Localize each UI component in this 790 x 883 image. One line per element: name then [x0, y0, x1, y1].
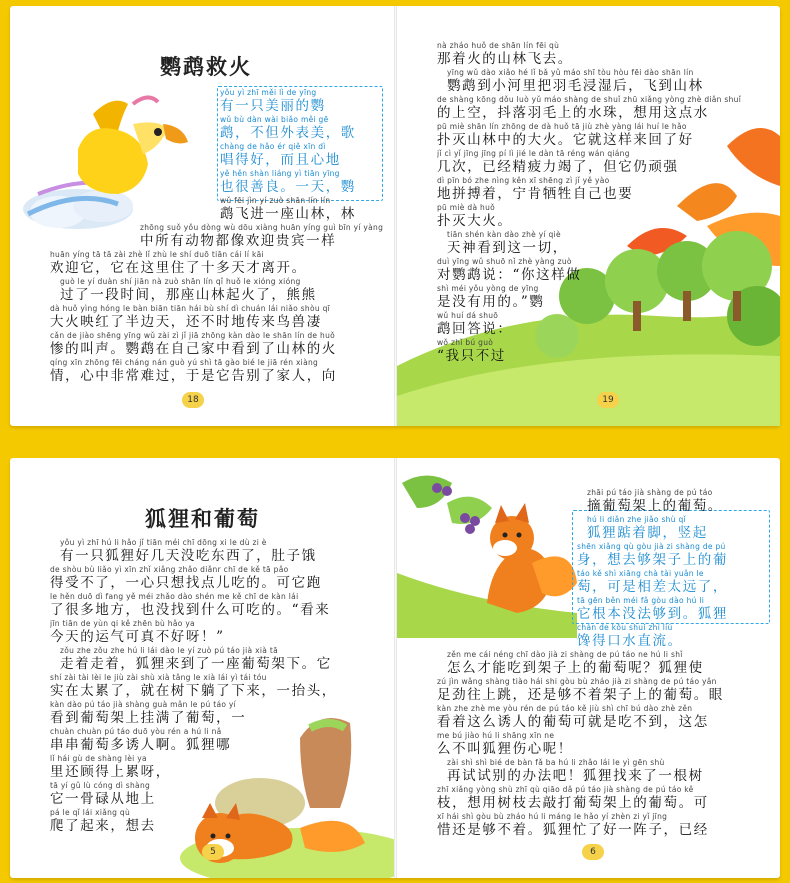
hanzi: 萄，可是相差太远了， [577, 579, 728, 595]
page-18 [10, 6, 394, 426]
text-block-right [437, 41, 777, 365]
text-line [50, 250, 390, 277]
text-line [437, 338, 777, 365]
pinyin: kàn zhe zhè me yòu rén de pú táo kě jiù shì chī bú dào zhè zěn [437, 704, 693, 713]
book-spread-parrot [10, 6, 780, 426]
hanzi: 中所有动物都像欢迎贵宾一样 [140, 233, 337, 249]
text-line [437, 284, 777, 311]
text-line [50, 673, 390, 700]
hanzi: 对鹦鹉说：“你这样做 [437, 267, 582, 283]
text-line [220, 169, 390, 196]
page-number: 5 [202, 844, 224, 860]
pinyin: shí zài tài lèi le jiù zài shù xià tǎng le xià lái yì tái tóu [50, 673, 267, 682]
text-line [50, 565, 390, 592]
text-line [50, 808, 390, 835]
hanzi: 欢迎它，它在这里住了十多天才离开。 [50, 260, 307, 276]
pinyin: tā yí gǔ lù cóng dì shàng [50, 781, 151, 790]
pinyin: de shòu bù liǎo yì xīn zhǐ xiǎng zhǎo diǎnr chī de kě tā pǎo [50, 565, 289, 574]
text-line [437, 731, 777, 758]
hanzi: 情，心中非常难过，于是它告别了家人，向 [50, 368, 337, 384]
hanzi: 它一骨碌从地上 [50, 791, 156, 807]
text-line [50, 592, 390, 619]
pinyin: cǎn de jiào shēng yīng wǔ zài zì jǐ jiā zhōng kàn dào le shān lín de huǒ [50, 331, 336, 340]
text-line [577, 542, 777, 569]
text-line [220, 196, 390, 223]
hanzi: 今天的运气可真不好呀！” [50, 629, 225, 645]
story-title-fox: 狐狸和葡萄 [145, 507, 260, 531]
pinyin: yīng wǔ dào xiǎo hé lǐ bǎ yǔ máo shī tòu hòu fēi dào shān lín [447, 68, 694, 77]
text-line [437, 41, 777, 68]
text-line [437, 704, 777, 731]
hanzi: 扑灭大火。 [437, 213, 513, 229]
pinyin: wǔ huí dá shuō [437, 311, 499, 320]
hanzi: 它根本没法够到。狐狸 [577, 606, 728, 622]
pinyin: zěn me cái néng chī dào jià zi shàng de pú táo ne hú li shǐ [447, 650, 683, 659]
text-line [437, 311, 777, 338]
story-title-parrot: 鹦鹉救火 [160, 55, 252, 79]
text-line [587, 515, 777, 542]
hanzi: 唱得好，而且心地 [220, 152, 341, 168]
hanzi: 地拼搏着，宁肯牺牲自己也要 [437, 186, 634, 202]
text-line [60, 538, 390, 565]
pinyin: guò le yí duàn shí jiān nà zuò shān lín qǐ huǒ le xióng xióng [60, 277, 301, 286]
text-line [447, 68, 777, 95]
pinyin: pū miè dà huǒ [437, 203, 496, 212]
page-19 [397, 6, 780, 426]
text-line [220, 88, 390, 115]
pinyin: shì méi yǒu yòng de yīng [437, 284, 539, 293]
hanzi: 里还顾得上累呀， [50, 764, 171, 780]
pinyin: duì yīng wǔ shuō nǐ zhè yàng zuò [437, 257, 572, 266]
hanzi: 的上空，抖落羽毛上的水珠，想用这点水 [437, 105, 709, 121]
pinyin: zhī xiǎng yòng shù zhī qù qiāo dǎ pú táo jià shàng de pú táo kě [437, 785, 694, 794]
hanzi: 看到葡萄架上挂满了葡萄，一 [50, 710, 247, 726]
pinyin: huān yíng tā tā zài zhè lǐ zhù le shí duō tiān cái lí kāi [50, 250, 264, 259]
text-line [50, 727, 390, 754]
hanzi: “我只不过 [437, 348, 506, 364]
text-line [437, 203, 777, 230]
hanzi: 馋得口水直流。 [577, 633, 683, 649]
hanzi: 串串葡萄多诱人啊。狐狸哪 [50, 737, 232, 753]
text-line [50, 700, 390, 727]
pinyin: jǐ cì yǐ jīng jīng pí lì jié le dàn tā réng wán qiáng [437, 149, 630, 158]
pinyin: xī hái shì gòu bù zháo hú li máng le hǎo yí zhèn zi yǐ jīng [437, 812, 668, 821]
hanzi: 走着走着，狐狸来到了一座葡萄架下。它 [60, 656, 332, 672]
hanzi: 鹉飞进一座山林，林 [220, 206, 356, 222]
pinyin: wǒ zhǐ bú guò [437, 338, 494, 347]
text-line [220, 142, 390, 169]
text-line [447, 758, 777, 785]
pinyin: pū miè shān lín zhōng de dà huǒ tā jiù zhè yàng lái huí le hǎo [437, 122, 687, 131]
pinyin: zú jìn wǎng shàng tiào hái shi gòu bù zháo jià zi shàng de pú táo yǎn [437, 677, 717, 686]
pinyin: me bú jiào hú li shāng xīn ne [437, 731, 555, 740]
pinyin: chàng de hǎo ér qiě xīn dì [220, 142, 326, 151]
hanzi: 枝，想用树枝去敲打葡萄架上的葡萄。可 [437, 795, 709, 811]
text-line [437, 149, 777, 176]
text-line [577, 623, 777, 650]
text-line [577, 569, 777, 596]
page-6 [397, 458, 780, 878]
text-line [587, 488, 777, 515]
hanzi: 过了一段时间，那座山林起火了，熊熊 [60, 287, 317, 303]
text-line [60, 646, 390, 673]
pinyin: kàn dào pú táo jià shàng guà mǎn le pú táo yí [50, 700, 237, 709]
text-line [447, 230, 777, 257]
pinyin: zhāi pú táo jià shàng de pú táo [587, 488, 713, 497]
hanzi: 天神看到这一切， [447, 240, 568, 256]
pinyin: de shàng kōng dǒu luò yǔ máo shàng de shuǐ zhū xiǎng yòng zhè diǎn shuǐ [437, 95, 742, 104]
hanzi: 有一只美丽的鹦 [220, 98, 326, 114]
text-line [50, 358, 390, 385]
pinyin: le hěn duō dì fang yě méi zhǎo dào shén me kě chī de kàn lái [50, 592, 299, 601]
pinyin: chán de kǒu shuǐ zhí liú [577, 623, 673, 632]
text-line [220, 115, 390, 142]
pinyin: nà zháo huǒ de shān lín fēi qù [437, 41, 560, 50]
hanzi: 是没有用的。”鹦 [437, 294, 545, 310]
page-5 [10, 458, 394, 878]
pinyin: lǐ hái gù de shàng lèi ya [50, 754, 147, 763]
text-line [437, 812, 777, 839]
text-line [140, 223, 390, 250]
pinyin: shēn xiǎng qù gòu jià zi shàng de pú [577, 542, 726, 551]
text-line [437, 176, 777, 203]
pinyin: tiān shén kàn dào zhè yí qiè [447, 230, 561, 239]
pinyin: táo kě shì xiāng chà tài yuǎn le [577, 569, 704, 578]
pinyin: yě hěn shàn liáng yì tiān yīng [220, 169, 340, 178]
hanzi: 扑灭山林中的大火。它就这样来回了好 [437, 132, 694, 148]
hanzi: 怎么才能吃到架子上的葡萄呢？狐狸使 [447, 660, 704, 676]
text-line [437, 257, 777, 284]
hanzi: 那着火的山林飞去。 [437, 51, 573, 67]
text-block-left [50, 538, 390, 835]
hanzi: 么不叫狐狸伤心呢！ [437, 741, 573, 757]
hanzi: 鹉回答说： [437, 321, 513, 337]
pinyin: dì pīn bó zhe nìng kěn xī shēng zì jǐ yě yào [437, 176, 610, 185]
pinyin: zài shì shì bié de bàn fǎ ba hú li zhǎo lái le yì gēn shù [447, 758, 665, 767]
hanzi: 鹉，不但外表美，歌 [220, 125, 356, 141]
hanzi: 几次，已经精疲力竭了，但它仍顽强 [437, 159, 679, 175]
pinyin: wǔ bù dàn wài biǎo měi gē [220, 115, 329, 124]
pinyin: wǔ fēi jìn yí zuò shān lín lín [220, 196, 331, 205]
hanzi: 爬了起来，想去 [50, 818, 156, 834]
text-line [577, 596, 777, 623]
pinyin: qíng xīn zhōng fēi cháng nán guò yú shì tā gào bié le jiā rén xiàng [50, 358, 319, 367]
text-line [437, 122, 777, 149]
page-number: 18 [182, 392, 204, 408]
hanzi: 鹦鹉到小河里把羽毛浸湿后，飞到山林 [447, 78, 704, 94]
text-block-right [437, 488, 777, 839]
pinyin: chuàn chuàn pú táo duō yòu rén a hú li nǎ [50, 727, 222, 736]
text-line [437, 677, 777, 704]
text-line [50, 619, 390, 646]
pinyin: yǒu yì zhī měi lì de yīng [220, 88, 317, 97]
text-line [50, 304, 390, 331]
hanzi: 有一只狐狸好几天没吃东西了，肚子饿 [60, 548, 317, 564]
text-block-left [50, 88, 390, 385]
pinyin: zǒu zhe zǒu zhe hú li lái dào le yí zuò pú táo jià xià tā [60, 646, 278, 655]
hanzi: 身，想去够架子上的葡 [577, 552, 728, 568]
hanzi: 狐狸踮着脚，竖起 [587, 525, 708, 541]
pinyin: hú li diǎn zhe jiǎo shù qǐ [587, 515, 686, 524]
pinyin: pá le qǐ lái xiǎng qù [50, 808, 131, 817]
hanzi: 惨的叫声。鹦鹉在自己家中看到了山林的火 [50, 341, 337, 357]
book-spread-fox [10, 458, 780, 878]
pinyin: tā gēn běn méi fǎ gòu dào hú li [577, 596, 705, 605]
pinyin: yǒu yì zhī hú li hǎo jǐ tiān méi chī dōng xi le dù zi è [60, 538, 267, 547]
hanzi: 了很多地方，也没找到什么可吃的。“看来 [50, 602, 331, 618]
page-number: 6 [582, 844, 604, 860]
text-line [50, 331, 390, 358]
hanzi: 也很善良。一天，鹦 [220, 179, 356, 195]
hanzi: 大火映红了半边天，还不时地传来鸟兽凄 [50, 314, 322, 330]
pinyin: dà huǒ yìng hóng le bàn biān tiān hái bù shí dì chuán lái niǎo shòu qī [50, 304, 331, 313]
text-line [447, 650, 777, 677]
text-line [437, 95, 777, 122]
pinyin: zhōng suǒ yǒu dòng wù dōu xiàng huān yíng guì bīn yí yàng [140, 223, 384, 232]
hanzi: 得受不了，一心只想找点儿吃的。可它跑 [50, 575, 322, 591]
hanzi: 惜还是够不着。狐狸忙了好一阵子，已经 [437, 822, 709, 838]
hanzi: 看着这么诱人的葡萄可就是吃不到，这怎 [437, 714, 709, 730]
hanzi: 摘葡萄架上的葡萄。 [587, 498, 723, 514]
page-number: 19 [597, 392, 619, 408]
text-line [50, 781, 390, 808]
text-line [437, 785, 777, 812]
hanzi: 再试试别的办法吧！狐狸找来了一根树 [447, 768, 704, 784]
hanzi: 足劲往上跳，还是够不着架子上的葡萄。眼 [437, 687, 724, 703]
hanzi: 实在太累了，就在树下躺了下来，一抬头， [50, 683, 337, 699]
pinyin: jīn tiān de yùn qi kě zhēn bù hǎo ya [50, 619, 195, 628]
text-line [60, 277, 390, 304]
text-line [50, 754, 390, 781]
